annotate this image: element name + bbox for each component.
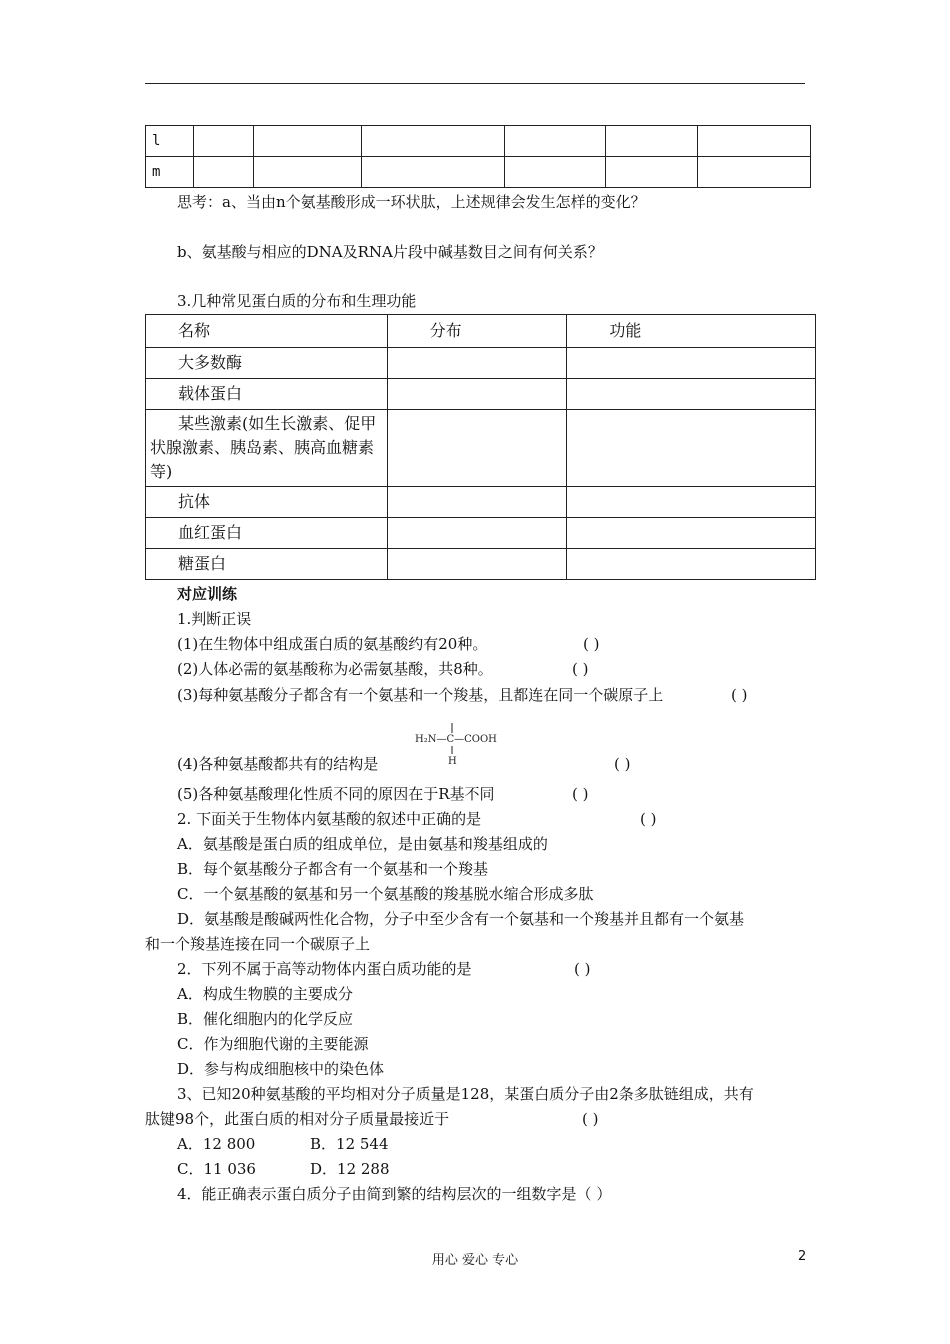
q2b-option-c: C．作为细胞代谢的主要能源	[177, 1035, 369, 1053]
q4-stem: 4．能正确表示蛋白质分子由简到繁的结构层次的一组数字是（ ）	[177, 1185, 612, 1203]
answer-paren: ( )	[640, 810, 657, 828]
answer-paren: ( )	[574, 960, 591, 978]
q3-line2: 肽键98个，此蛋白质的相对分子质量最接近于	[145, 1110, 450, 1128]
q2a-option-d-cont: 和一个羧基连接在同一个碳原子上	[145, 935, 371, 953]
q2b-option-b: B．催化细胞内的化学反应	[177, 1010, 354, 1028]
table-header-row	[146, 315, 816, 348]
training-heading: 对应训练	[177, 585, 238, 603]
table-row	[146, 487, 816, 518]
table-row	[146, 549, 816, 580]
formula-main: H₂N—C—COOH	[415, 734, 497, 745]
protein-table	[145, 314, 816, 580]
header-function: 功能	[567, 315, 816, 348]
table-row	[146, 157, 811, 188]
answer-paren: ( )	[572, 785, 589, 803]
q2a-option-a: A．氨基酸是蛋白质的组成单位，是由氨基和羧基组成的	[177, 835, 548, 853]
q1-item-5: (5)各种氨基酸理化性质不同的原因在于R基不同	[177, 785, 495, 803]
q3-option-c: C．11 036	[177, 1160, 256, 1178]
q2b-stem: 2．下列不属于高等动物体内蛋白质功能的是	[177, 960, 472, 978]
answer-paren: ( )	[614, 755, 631, 773]
page-number: 2	[798, 1249, 807, 1264]
row-label: l	[146, 126, 194, 157]
table-row	[146, 518, 816, 549]
q1-item-2: (2)人体必需的氨基酸称为必需氨基酸，共8种。	[177, 660, 493, 678]
protein-name: 抗体	[146, 487, 388, 518]
q2b-option-d: D．参与构成细胞核中的染色体	[177, 1060, 385, 1078]
q3-line1: 3、已知20种氨基酸的平均相对分子质量是128，某蛋白质分子由2条多肽链组成，共有	[177, 1085, 754, 1103]
q2a-option-c: C．一个氨基酸的氨基和另一个氨基酸的羧基脱水缩合形成多肽	[177, 885, 594, 903]
amino-acid-formula	[415, 722, 505, 768]
think-b: b、氨基酸与相应的DNA及RNA片段中碱基数目之间有何关系？	[177, 243, 603, 261]
answer-paren: ( )	[731, 686, 748, 704]
q2b-option-a: A．构成生物膜的主要成分	[177, 985, 353, 1003]
answer-paren: ( )	[582, 1110, 599, 1128]
formula-h: H	[448, 756, 457, 767]
q1-item-3: (3)每种氨基酸分子都含有一个氨基和一个羧基，且都连在同一个碳原子上	[177, 686, 664, 704]
footer-text: 用心 爱心 专心	[431, 1253, 519, 1268]
protein-name: 载体蛋白	[146, 379, 388, 410]
header-distribution: 分布	[387, 315, 567, 348]
table-row	[146, 126, 811, 157]
think-a: 思考：a、当由n个氨基酸形成一环状肽，上述规律会发生怎样的变化？	[177, 193, 646, 211]
q1-item-4: (4)各种氨基酸都共有的结构是	[177, 755, 379, 773]
q2a-option-b: B．每个氨基酸分子都含有一个氨基和一个羧基	[177, 860, 489, 878]
protein-name: 大多数酶	[146, 348, 388, 379]
q3-option-b: B．12 544	[310, 1135, 389, 1153]
answer-paren: ( )	[583, 635, 600, 653]
q2a-option-d: D．氨基酸是酸碱两性化合物，分子中至少含有一个氨基和一个羧基并且都有一个氨基	[177, 910, 745, 928]
table-row	[146, 348, 816, 379]
protein-name: 某些激素(如生长激素、促甲状腺激素、胰岛素、胰高血糖素等)	[146, 410, 388, 487]
q1-item-1: (1)在生物体中组成蛋白质的氨基酸约有20种。	[177, 635, 488, 653]
row-label: m	[146, 157, 194, 188]
q2a-stem: 2. 下面关于生物体内氨基酸的叙述中正确的是	[177, 810, 482, 828]
protein-name: 血红蛋白	[146, 518, 388, 549]
protein-name: 糖蛋白	[146, 549, 388, 580]
table-row	[146, 379, 816, 410]
section3-title: 3.几种常见蛋白质的分布和生理功能	[177, 292, 417, 310]
q1-title: 1.判断正误	[177, 610, 252, 628]
table-row	[146, 410, 816, 487]
q3-option-d: D．12 288	[310, 1160, 390, 1178]
header-name: 名称	[146, 315, 388, 348]
peptide-table	[145, 125, 811, 188]
header-rule	[145, 83, 805, 84]
answer-paren: ( )	[572, 660, 589, 678]
q3-option-a: A．12 800	[177, 1135, 256, 1153]
